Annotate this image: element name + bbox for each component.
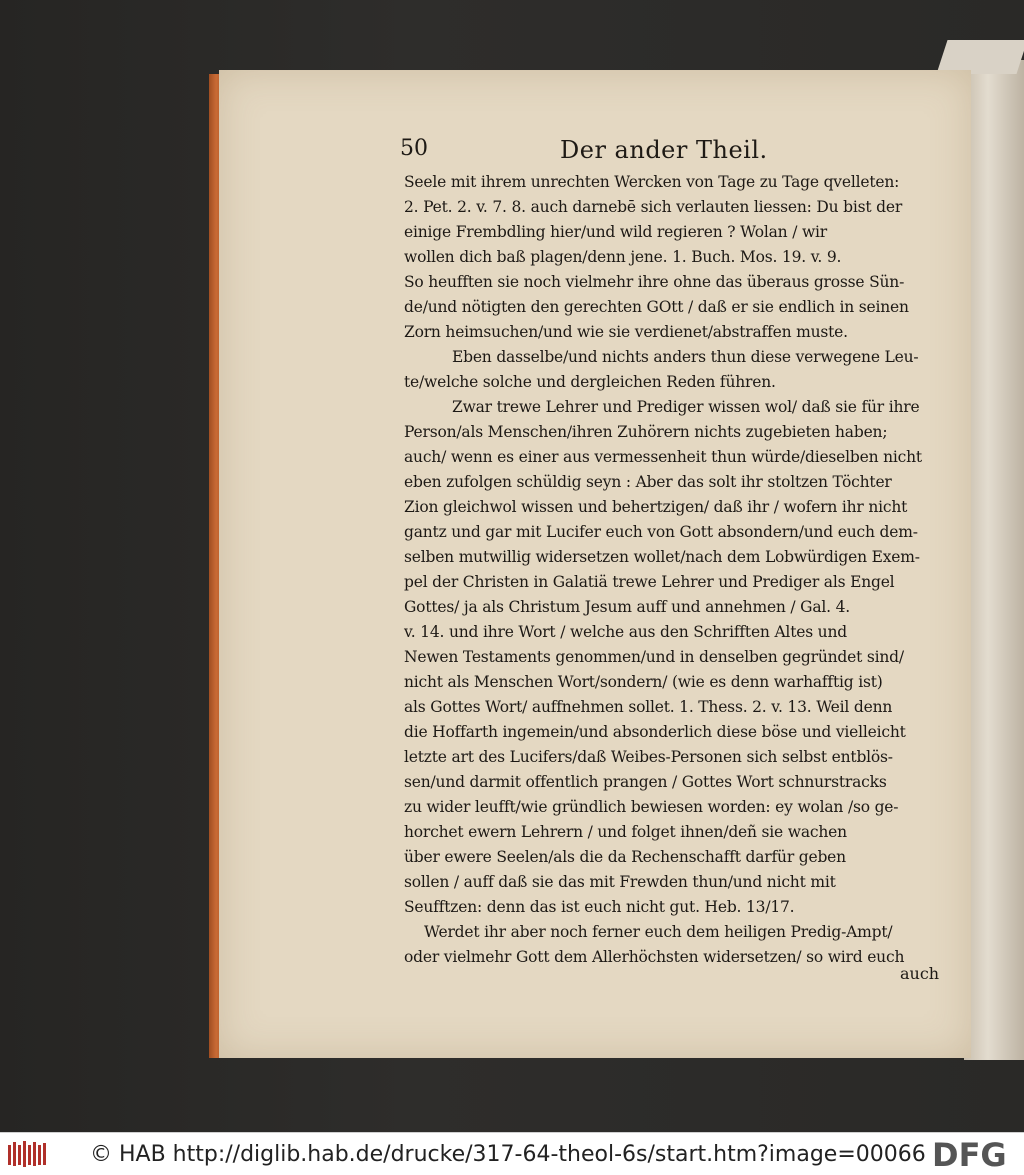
text-line: zu wider leufft/wie gründlich bewiesen worden: ey wolan /so ge- — [404, 798, 899, 816]
catchword: auch — [900, 964, 940, 983]
text-line: letzte art des Lucifers/daß Weibes-Personen sich selbst entblös- — [404, 748, 893, 766]
text-line: de/und nötigten den gerechten GOtt / daß er sie endlich in seinen — [404, 298, 909, 316]
text-line: eben zufolgen schüldig seyn : Aber das solt ihr stoltzen Töchter — [404, 473, 892, 491]
hab-logo-icon — [6, 1139, 48, 1169]
text-line: selben mutwillig widersetzen wollet/nach dem Lobwürdigen Exem- — [404, 548, 920, 566]
text-line: Zwar trewe Lehrer und Prediger wissen wol/ daß sie für ihre — [452, 398, 920, 416]
text-line: über ewere Seelen/als die da Rechenschafft darfür geben — [404, 848, 846, 866]
dfg-logo-icon — [930, 1138, 1018, 1170]
text-line: einige Frembdling hier/und wild regieren ? Wolan / wir — [404, 223, 827, 241]
running-title: Der ander Theil. — [560, 136, 768, 164]
text-line: Newen Testaments genommen/und in denselben gegründet sind/ — [404, 648, 904, 666]
text-line: v. 14. und ihre Wort / welche aus den Schrifften Altes und — [404, 623, 847, 641]
page-number: 50 — [400, 136, 428, 161]
text-line: wollen dich baß plagen/denn jene. 1. Buch. Mos. 19. v. 9. — [404, 248, 842, 266]
text-line: Eben dasselbe/und nichts anders thun diese verwegene Leu- — [452, 348, 919, 366]
text-line: Zion gleichwol wissen und behertzigen/ daß ihr / wofern ihr nicht — [404, 498, 908, 516]
text-line: pel der Christen in Galatiä trewe Lehrer und Prediger als Engel — [404, 573, 895, 591]
text-line: Werdet ihr aber noch ferner euch dem heiligen Predig-Ampt/ — [424, 923, 893, 941]
text-line: Gottes/ ja als Christum Jesum auff und annehmen / Gal. 4. — [404, 598, 851, 616]
footer-bar — [0, 1132, 1024, 1175]
text-line: sen/und darmit offentlich prangen / Gottes Wort schnurstracks — [404, 773, 887, 791]
text-line: Zorn heimsuchen/und wie sie verdienet/abstraffen muste. — [404, 323, 848, 341]
text-line: te/welche solche und dergleichen Reden führen. — [404, 373, 776, 391]
text-line: 2. Pet. 2. v. 7. 8. auch darnebē sich verlauten liessen: Du bist der — [404, 198, 903, 216]
attribution-link[interactable]: © HAB http://diglib.hab.de/drucke/317-64-theol-6s/start.htm?image=00066 — [90, 1142, 926, 1167]
dfg-logo-text: DFG — [932, 1138, 1007, 1170]
text-line: So heufften sie noch vielmehr ihre ohne das überaus grosse Sün- — [404, 273, 905, 291]
text-line: Seufftzen: denn das ist euch nicht gut. Heb. 13/17. — [404, 898, 795, 916]
next-page-edge — [964, 60, 1024, 1060]
text-line: nicht als Menschen Wort/sondern/ (wie es denn warhafftig ist) — [404, 673, 883, 691]
text-line: gantz und gar mit Lucifer euch von Gott absondern/und euch dem- — [404, 523, 918, 541]
text-line: als Gottes Wort/ auffnehmen sollet. 1. Thess. 2. v. 13. Weil denn — [404, 698, 893, 716]
page-body-text — [404, 170, 948, 970]
text-line: die Hoffarth ingemein/und absonderlich diese böse und vielleicht — [404, 723, 906, 741]
text-line: sollen / auff daß sie das mit Frewden thun/und nicht mit — [404, 873, 836, 891]
text-line: Seele mit ihrem unrechten Wercken von Tage zu Tage qvelleten: — [404, 173, 900, 191]
text-line: auch/ wenn es einer aus vermessenheit thun würde/dieselben nicht — [404, 448, 922, 466]
text-line: oder vielmehr Gott dem Allerhöchsten widersetzen/ so wird euch — [404, 948, 905, 966]
text-line: Person/als Menschen/ihren Zuhörern nichts zugebieten haben; — [404, 423, 888, 441]
bookmark-tab — [936, 40, 1024, 74]
text-line: horchet ewern Lehrern / und folget ihnen/deñ sie wachen — [404, 823, 847, 841]
